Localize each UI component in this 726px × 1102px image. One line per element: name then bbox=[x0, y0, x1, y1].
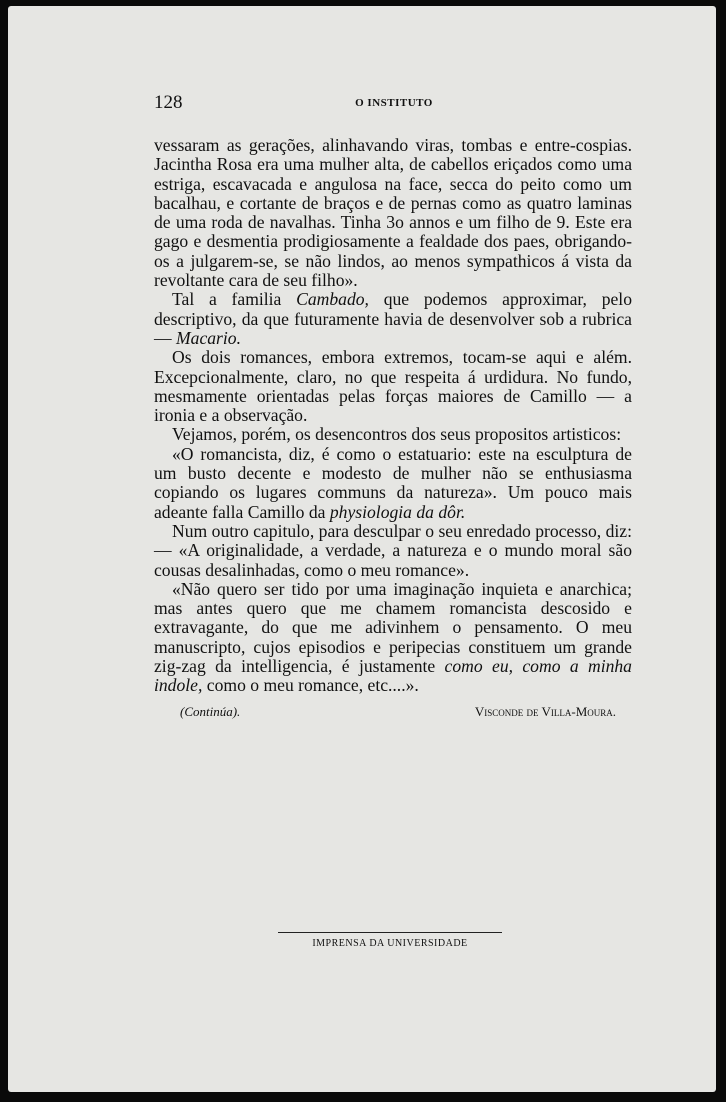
paragraph-5-emphasis: physiologia da dôr. bbox=[329, 501, 466, 522]
paragraph-2-emphasis: Cambado, bbox=[296, 289, 369, 310]
running-header bbox=[154, 92, 634, 116]
paragraph-2-text-cont: que podemos approximar, pelo descriptivo, da que futuramente havia de desenvolver sob a rubrica — bbox=[154, 289, 632, 348]
paragraph-5 bbox=[154, 445, 632, 522]
book-page bbox=[8, 6, 716, 1092]
paragraph-7-emphasis: como eu, como a minha indole, bbox=[154, 656, 632, 696]
continua-note: (Continúa). bbox=[180, 703, 241, 719]
footer-rule bbox=[278, 932, 502, 933]
paragraph-2-text: Tal a familia bbox=[172, 289, 297, 310]
paragraph-7-text: «Não quero ser tido por uma imaginação inquieta e anarchica; mas antes quero que me chamem romancista descosido e extravagante, do que me adivinhem o pensamento. O meu manuscripto, cujos episodios e peripecias constituem um grande zig-zag da intelligencia, é justamente bbox=[154, 578, 632, 677]
paragraph-1: vessaram as gerações, alinhavando viras, tombas e entre-cospias. Jacintha Rosa era uma mulher alta, de cabellos eriçados como uma estriga, escavacada e angulosa na face, secca do peito como um bacalhau, e cortante de braços e de pernas como as quatro laminas de uma roda de navalhas. Tinha 3o annos e um filho de 9. Este era gago e desmentia prodigiosamente a fealdade dos paes, obrigando-os a julgarem-se, se não lindos, ao menos sympathicos á vista da revoltante cara de seu filho». bbox=[154, 135, 632, 291]
paragraph-4: Vejamos, porém, os desencontros dos seus propositos artisticos: bbox=[172, 424, 622, 445]
running-title: O INSTITUTO bbox=[355, 97, 433, 109]
paragraph-6: Num outro capitulo, para desculpar o seu enredado processo, diz: — «A originalidade, a verdade, a natureza e o mundo moral são cousas desalinhadas, como o meu romance». bbox=[154, 520, 632, 580]
author-signature: Visconde de Villa-Moura. bbox=[474, 703, 616, 719]
paragraph-7 bbox=[154, 580, 632, 696]
signature-line bbox=[154, 699, 632, 723]
paragraph-5-text: «O romancista, diz, é como o estatuario: este na esculptura de um busto decente e modesto de mulher não se enthusiasma copiando os lugares communs da natureza». Um pouco mais adeante falla Camillo da bbox=[154, 443, 632, 522]
paragraph-7-text-cont: como o meu romance, etc....». bbox=[202, 675, 419, 696]
paragraph-2-title: Macario. bbox=[176, 327, 241, 348]
paragraph-2 bbox=[154, 290, 632, 348]
paragraph-3: Os dois romances, embora extremos, tocam-se aqui e além. Excepcionalmente, claro, no que respeita á urdidura. No fundo, mesmamente orientadas pelas forças maiores de Camillo — a ironia e a observação. bbox=[154, 347, 632, 426]
page-number: 128 bbox=[154, 92, 183, 113]
body-text bbox=[154, 136, 632, 723]
printer-imprint: IMPRENSA DA UNIVERSIDADE bbox=[312, 938, 468, 949]
